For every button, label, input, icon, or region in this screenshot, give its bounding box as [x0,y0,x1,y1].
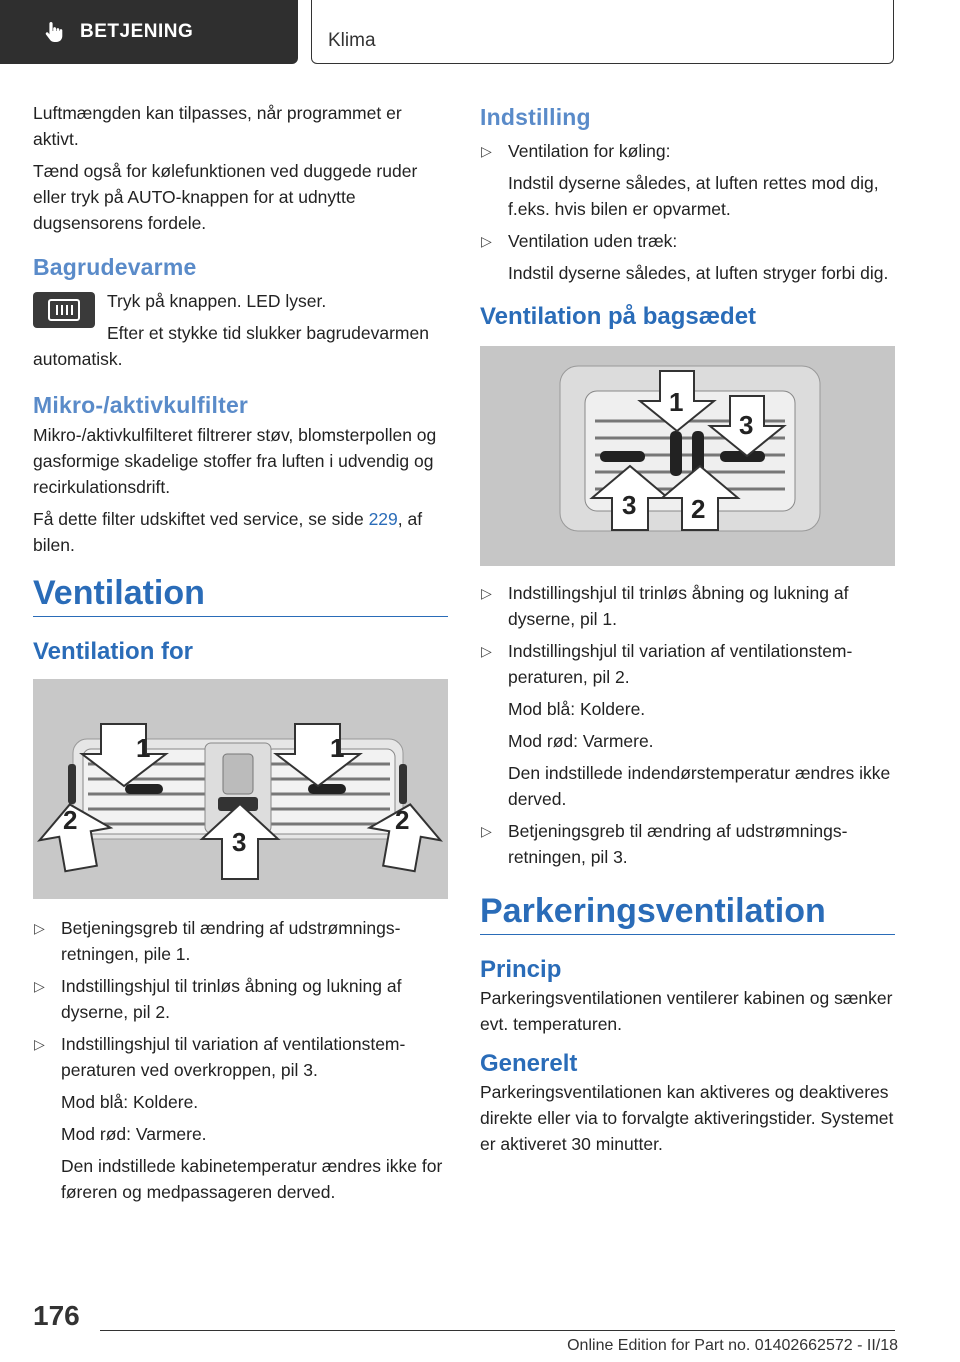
triangle-bullet-icon: ▷ [34,920,45,936]
footer-divider [100,1330,895,1331]
section-title: BETJENING [80,21,194,42]
indstilling-heading: Indstilling [480,104,591,130]
sub-paragraph: Mod rød: Varmere. [508,731,654,751]
paragraph: Tryk på knappen. LED lyser. [107,291,327,311]
rear-vent-illustration [480,346,895,566]
page-link[interactable]: 229 [368,509,398,529]
edition-text: Online Edition for Part no. 01402662572 - II/18 [567,1337,898,1354]
right-column [480,104,895,1163]
list-item [480,138,895,164]
sub-paragraph: Indstil dyserne således, at luften stryger forbi dig. [508,263,889,283]
front-vent-illustration [33,679,448,899]
figure-label: 2 [691,494,706,524]
sub-paragraph: Mod rød: Varmere. [61,1124,207,1144]
triangle-bullet-icon: ▷ [481,823,492,839]
list-text: Betjeningsgreb til ændring af udstrømningsretningen, pil 3. [508,821,848,867]
list-text: Ventilation uden træk: [508,231,678,251]
text: , af bilen. [33,509,423,555]
ventilation-heading: Ventilation [33,580,448,617]
list-text: Betjeningsgreb til ændring af udstrømningsretningen, pile 1. [61,918,401,964]
paragraph [33,506,448,558]
list-text: Indstillingshjul til variation af ventilationstemperaturen, pil 2. [508,641,853,687]
list-item [33,1031,448,1083]
mikro-heading: Mikro-/aktivkulfilter [33,392,249,418]
bagsaede-heading: Ventilation på bagsædet [480,303,757,330]
paragraph: Mikro-/aktivkulfilteret filtrerer støv, blomsterpollen og gasformige skadelige stoffer fra luften i udvendig og recirkulationsdrift. [33,425,437,497]
chapter-header [311,0,894,64]
sub-paragraph: Den indstillede indendørstemperatur ændres ikke derved. [508,763,891,809]
bagrude-heading: Bagrudevarme [33,254,197,280]
paragraph: Tænd også for kølefunktionen ved duggede ruder eller tryk på AUTO-knappen for at udnytte dugsensorens fordele. [33,161,418,233]
triangle-bullet-icon: ▷ [481,643,492,659]
rear-vent-figure [480,346,895,566]
figure-label: 3 [622,490,637,520]
triangle-bullet-icon: ▷ [34,978,45,994]
left-column [33,100,448,1211]
list-text: Indstillingshjul til trinløs åbning og lukning af dyserne, pil 2. [61,976,402,1022]
generelt-heading: Generelt [480,1050,578,1077]
list-text: Indstillingshjul til trinløs åbning og lukning af dyserne, pil 1. [508,583,849,629]
figure-label: 1 [136,733,151,763]
triangle-bullet-icon: ▷ [481,233,492,249]
paragraph: Efter et stykke tid slukker bagrudevarmen automatisk. [33,323,429,369]
ventilation-for-heading: Ventilation for [33,638,194,665]
figure-label: 3 [739,410,754,440]
triangle-bullet-icon: ▷ [481,143,492,159]
figure-label: 1 [669,387,684,417]
figure-label: 3 [232,827,247,857]
princip-heading: Princip [480,956,562,983]
section-tab [0,0,298,64]
list-item [480,638,895,690]
list-item [480,228,895,254]
list-item [33,973,448,1025]
triangle-bullet-icon: ▷ [481,585,492,601]
rear-defrost-icon [47,298,81,322]
list-text: Ventilation for køling: [508,141,671,161]
list-text: Indstillingshjul til variation af ventilationstemperaturen ved overkroppen, pil 3. [61,1034,406,1080]
bagsaede-list [480,818,895,870]
chapter-title: Klima [328,30,376,51]
list-item [480,580,895,632]
indstilling-list [480,228,895,254]
paragraph: Luftmængden kan tilpasses, når programmet er aktivt. [33,103,402,149]
paragraph: Parkeringsventilationen kan aktiveres og deaktiveres direkte eller via to forvalgte aktiveringstider. Systemet er aktiveret 30 minutter. [480,1082,894,1154]
bagsaede-list [480,580,895,690]
page-number: 176 [33,1300,80,1331]
rear-defrost-button-image [33,292,95,328]
indstilling-list [480,138,895,164]
figure-label: 2 [395,805,410,835]
front-vent-figure [33,679,448,899]
figure-label: 1 [330,733,345,763]
list-item [480,818,895,870]
list-item [33,915,448,967]
vent-for-list [33,915,448,1083]
sub-paragraph: Mod blå: Koldere. [508,699,646,719]
paragraph: Parkeringsventilationen ventilerer kabinen og sænker evt. temperaturen. [480,988,893,1034]
figure-label: 2 [63,805,78,835]
triangle-bullet-icon: ▷ [34,1036,45,1052]
sub-paragraph: Indstil dyserne således, at luften rettes mod dig, f.eks. hvis bilen er opvarmet. [508,173,879,219]
parkeringsventilation-heading: Parkeringsventilation [480,898,895,935]
sub-paragraph: Den indstillede kabinetemperatur ændres ikke for føreren og medpassageren derved. [61,1156,443,1202]
hand-pointer-icon [42,20,66,44]
text: Få dette filter udskiftet ved service, se side [33,509,369,529]
sub-paragraph: Mod blå: Koldere. [61,1092,199,1112]
